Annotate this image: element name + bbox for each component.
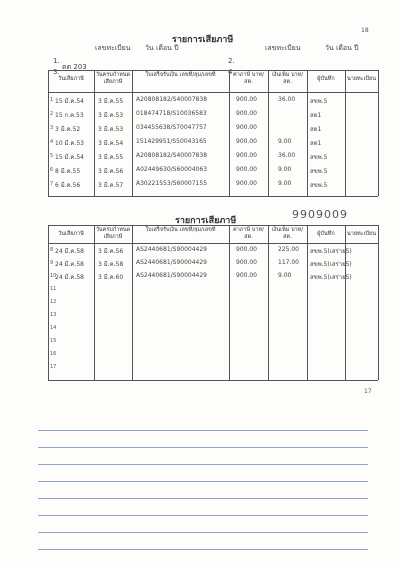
cell-tax: 900.00 [236, 272, 257, 279]
row-number: 15 [50, 338, 57, 344]
cell-receipt: AS2440681/S90004429 [136, 259, 208, 266]
cell-due: 3 มี.ค.55 [98, 154, 124, 161]
cell-tax: 900.00 [236, 138, 257, 145]
cell-date: 3 มี.ค.52 [55, 126, 81, 133]
cell-tax: 900.00 [236, 124, 257, 131]
index-3: 3. [53, 68, 60, 76]
page-number: 18 [361, 27, 369, 34]
cell-due: 3 มี.ค.56 [98, 168, 124, 175]
cell-tax: 900.00 [236, 259, 257, 266]
cell-receipt: AS2440681/S90004429 [136, 272, 208, 279]
cell-due: 3 มี.ค.53 [98, 126, 124, 133]
row-number: 16 [50, 351, 57, 357]
col-tax-header-2: ค่าภาษี บาท/สต. [233, 227, 264, 240]
cell-due: 3 มี.ค.53 [98, 112, 124, 119]
cell-recorder: สต1 [310, 126, 322, 133]
reg-date-label-2: วัน เดือน ปี [325, 44, 359, 52]
cell-extra: 225.00 [278, 246, 299, 253]
col-receipt-header: ใบเสร็จรับเงิน เลขที่/ลุม/เลขที่ [145, 72, 216, 78]
cell-due: 3 มี.ค.54 [98, 140, 124, 147]
cell-date: 24 มี.ค.58 [55, 274, 84, 281]
row-number: 3 [50, 125, 54, 131]
cell-date: 15 มี.ค.54 [55, 98, 84, 105]
section-title-2: รายการเสียภาษี [175, 216, 237, 226]
row-number: 10 [50, 273, 57, 279]
cell-recorder: สต1 [310, 112, 322, 119]
cell-extra: 9.00 [278, 180, 292, 187]
col-extra-header: เงินเพิ่ม บาท/สต. [271, 72, 304, 85]
plate-number: ตต 203 [62, 63, 87, 71]
cell-date: 8 มี.ค.55 [55, 168, 81, 175]
row-number: 8 [50, 247, 54, 253]
reg-no-label-2: เลขทะเบียน [265, 44, 301, 52]
index-4: 4. [228, 68, 235, 76]
row-number: 14 [50, 325, 57, 331]
cell-tax: 900.00 [236, 110, 257, 117]
cell-extra: 117.00 [278, 259, 299, 266]
cell-date: 15 มี.ค.54 [55, 154, 84, 161]
cell-extra: 36.00 [278, 152, 296, 159]
cell-extra: 9.00 [278, 272, 292, 279]
section-title: รายการเสียภาษี [172, 35, 234, 45]
row-number: 4 [50, 139, 54, 145]
col-receipt-header-2: ใบเสร็จรับเงิน เลขที่/ลุม/เลขที่ [145, 227, 216, 233]
cell-recorder: สขพ.5 [310, 98, 328, 105]
row-number: 2 [50, 111, 54, 117]
cell-date: 24 มี.ค.58 [55, 248, 84, 255]
row-number: 9 [50, 260, 54, 266]
col-extra-header-2: เงินเพิ่ม บาท/สต. [271, 227, 304, 240]
row-number: 12 [50, 299, 57, 305]
cell-due: 3 มี.ค.56 [98, 248, 124, 255]
reg-date-label-1: วัน เดือน ปี [145, 44, 179, 52]
footer-page-number: 17 [364, 388, 372, 395]
reg-no-label-1: เลขทะเบียน [95, 44, 131, 52]
serial-stamp: 9909009 [292, 208, 348, 221]
cell-recorder: สขพ.5(เสร่าย5) [310, 248, 352, 255]
row-number: 6 [50, 167, 54, 173]
row-number: 13 [50, 312, 57, 318]
col-recorder-header-2: ผู้บันทึก [317, 231, 335, 237]
cell-receipt: 018474718/S10036583 [136, 110, 207, 117]
row-number: 7 [50, 181, 54, 187]
cell-recorder: สขพ.5(เสร่าย5) [310, 274, 352, 281]
col-due-header-2: วันครบกำหนด เสียภาษี [95, 227, 131, 240]
cell-recorder: สต1 [310, 140, 322, 147]
col-recorder-header: ผู้บันทึก [317, 76, 335, 82]
cell-recorder: สขพ.5(เสร่าย5) [310, 261, 352, 268]
cell-tax: 900.00 [236, 246, 257, 253]
cell-tax: 900.00 [236, 180, 257, 187]
row-number: 11 [50, 286, 57, 292]
cell-date: 10 มี.ค.53 [55, 140, 84, 147]
cell-due: 3 มี.ค.58 [98, 261, 124, 268]
cell-receipt: 151429951/S50043165 [136, 138, 207, 145]
cell-tax: 900.00 [236, 96, 257, 103]
cell-date: 6 มี.ค.56 [55, 182, 81, 189]
index-2: 2. [228, 57, 235, 65]
col-registrar-header-2: นายทะเบียน [346, 231, 376, 237]
cell-due: 3 มี.ค.55 [98, 98, 124, 105]
row-number: 17 [50, 364, 57, 370]
cell-due: 3 มี.ค.57 [98, 182, 124, 189]
cell-tax: 900.00 [236, 166, 257, 173]
cell-receipt: A30221553/S60007155 [136, 180, 208, 187]
cell-extra: 9.00 [278, 138, 292, 145]
cell-recorder: สขพ.5 [310, 154, 328, 161]
col-date-header: วันเสียภาษี [58, 76, 84, 82]
cell-tax: 900.00 [236, 152, 257, 159]
row-number: 1 [50, 97, 54, 103]
cell-recorder: สขพ.5 [310, 168, 328, 175]
cell-due: 3 มี.ค.60 [98, 274, 124, 281]
cell-receipt: 034455638/S70047757 [136, 124, 207, 131]
col-tax-header: ค่าภาษี บาท/สต. [233, 72, 264, 85]
cell-receipt: AS2440681/S90004429 [136, 246, 208, 253]
cell-receipt: A02449630/S60004063 [136, 166, 208, 173]
cell-recorder: สขพ.5 [310, 182, 328, 189]
cell-extra: 9.00 [278, 166, 292, 173]
index-1: 1. [53, 57, 60, 65]
col-date-header-2: วันเสียภาษี [58, 231, 84, 237]
col-due-header: วันครบกำหนด เสียภาษี [95, 72, 131, 85]
cell-receipt: A20808182/S40007838 [136, 152, 208, 159]
cell-extra: 36.00 [278, 96, 296, 103]
col-registrar-header: นายทะเบียน [346, 76, 376, 82]
cell-date: 24 มี.ค.58 [55, 261, 84, 268]
cell-receipt: A20808182/S40007838 [136, 96, 208, 103]
row-number: 5 [50, 153, 54, 159]
cell-date: 15 ก.ค.53 [55, 112, 84, 119]
